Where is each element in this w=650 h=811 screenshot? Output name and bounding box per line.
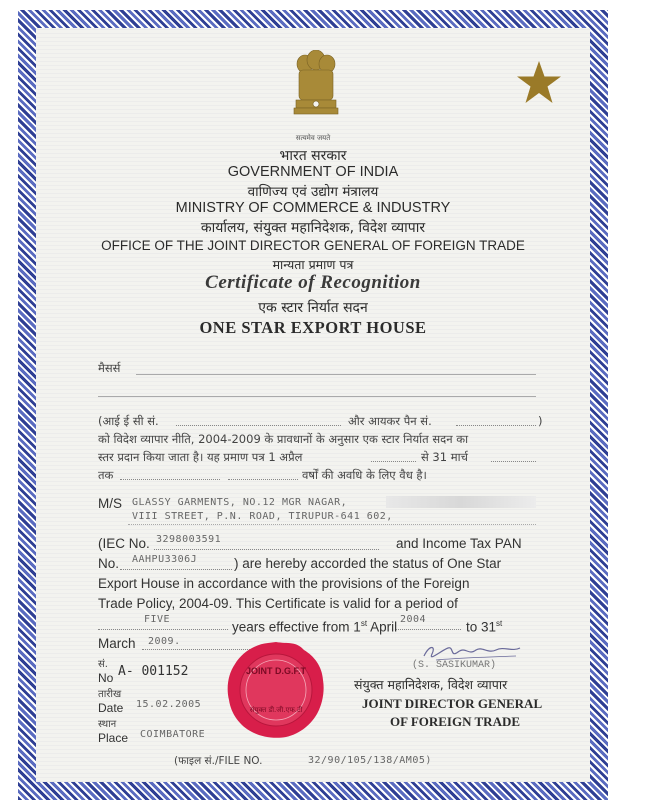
trade-policy-line: Trade Policy, 2004-09. This Certificate is valid for a period of — [98, 596, 458, 611]
to-year-value: 2009. — [148, 636, 181, 647]
pan-dots — [456, 425, 536, 426]
firm-address-line-1: GLASSY GARMENTS, NO.12 MGR NAGAR, — [132, 497, 348, 508]
emblem-motto: सत्यमेव जयते — [295, 134, 331, 142]
hindi-line-2: को विदेश व्यापार नीति, 2004-2009 के प्रावधानों के अनुसार एक स्टार निर्यात सदन का — [98, 432, 469, 446]
march-label: March — [98, 636, 136, 651]
signatory-name: (S. SASIKUMAR) — [412, 660, 497, 671]
ms-label: M/S — [98, 496, 123, 511]
star-icon — [516, 60, 562, 104]
hindi-no: सं. — [98, 659, 108, 670]
certificate-title: Certificate of Recognition — [205, 272, 421, 293]
hindi-line-3b: से 31 मार्च — [421, 450, 468, 464]
place-label: Place — [98, 731, 129, 745]
hindi-line-1c: ) — [538, 414, 543, 428]
hindi-date: तारीख — [98, 689, 122, 700]
hindi-jdg: संयुक्त महानिदेशक, विदेश व्यापार — [354, 677, 508, 692]
firm-address-line-2: VIII STREET, P.N. ROAD, TIRUPUR-641 602, — [132, 511, 393, 522]
official-seal — [226, 640, 326, 740]
office-title: OFFICE OF THE JOINT DIRECTOR GENERAL OF FOREIGN TRADE — [101, 238, 525, 253]
to-31: to 31st — [466, 619, 503, 635]
file-label: (फाइल सं./FILE NO. — [174, 755, 263, 767]
redacted-text — [386, 496, 536, 508]
iec-value-dots — [154, 549, 379, 550]
file-value: 32/90/105/138/AM05) — [308, 755, 432, 766]
iec-dots — [176, 425, 341, 426]
hindi-line-4a: तक — [98, 468, 114, 482]
march-dots — [491, 461, 536, 462]
april-dots — [371, 461, 416, 462]
no-label: No. — [98, 556, 120, 571]
hindi-line-1b: और आयकर पैन सं. — [348, 414, 432, 428]
messrs-label: मैसर्स — [98, 361, 121, 375]
seal-hindi-text: संयुक्त डी.जी.एफ.टी — [249, 706, 303, 714]
date-label: Date — [98, 701, 124, 715]
period-value: FIVE — [144, 614, 171, 625]
pan-value: AAHPU3306J — [132, 554, 198, 565]
hindi-line-3a: स्तर प्रदान किया जाता है। यह प्रमाण पत्र 1 अप्रैल — [98, 450, 303, 464]
hindi-ministry: वाणिज्य एवं उद्योग मंत्रालय — [247, 184, 379, 200]
cert-no-value: A- 001152 — [118, 664, 189, 679]
export-house-title: ONE STAR EXPORT HOUSE — [199, 318, 427, 337]
national-emblem-icon — [291, 50, 341, 132]
certificate-body — [36, 28, 590, 782]
hindi-certificate: मान्यता प्रमाण पत्र — [272, 257, 354, 272]
hindi-government: भारत सरकार — [279, 148, 347, 164]
years-dots — [228, 479, 298, 480]
pan-label: and Income Tax PAN — [396, 536, 522, 551]
hindi-place: स्थान — [98, 719, 117, 730]
period-dots — [98, 629, 228, 630]
iec-label: (IEC No. — [98, 536, 150, 551]
hindi-office: कार्यालय, संयुक्त महानिदेशक, विदेश व्यापार — [200, 220, 426, 236]
cert-no-label: No — [98, 671, 114, 685]
from-year-value: 2004 — [400, 614, 427, 625]
messrs-line — [136, 374, 536, 375]
address-line — [128, 524, 536, 525]
years-effective: years effective from 1st April — [232, 619, 398, 635]
jdg-title: JOINT DIRECTOR GENERAL — [362, 696, 543, 711]
place-value: COIMBATORE — [140, 729, 206, 740]
foreign-trade-title: OF FOREIGN TRADE — [390, 714, 521, 729]
hindi-export-house: एक स्टार निर्यात सदन — [258, 300, 368, 316]
hindi-line-4b: वर्षों की अवधि के लिए वैध है। — [302, 468, 427, 482]
status-line: ) are hereby accorded the status of One Star — [234, 556, 502, 571]
government-title: GOVERNMENT OF INDIA — [227, 164, 399, 180]
iec-value: 3298003591 — [156, 534, 222, 545]
certificate — [18, 10, 608, 800]
pan-value-dots — [120, 569, 232, 570]
until-dots — [120, 479, 220, 480]
from-year-dots — [396, 629, 461, 630]
hindi-line-1a: (आई ई सी सं. — [98, 414, 159, 428]
export-house-line: Export House in accordance with the provisions of the Foreign — [98, 576, 470, 591]
ministry-title: MINISTRY OF COMMERCE & INDUSTRY — [175, 200, 451, 216]
seal-text: JOINT D.G.F.T — [245, 666, 307, 676]
date-value: 15.02.2005 — [136, 699, 202, 710]
messrs-line-2 — [98, 396, 536, 397]
